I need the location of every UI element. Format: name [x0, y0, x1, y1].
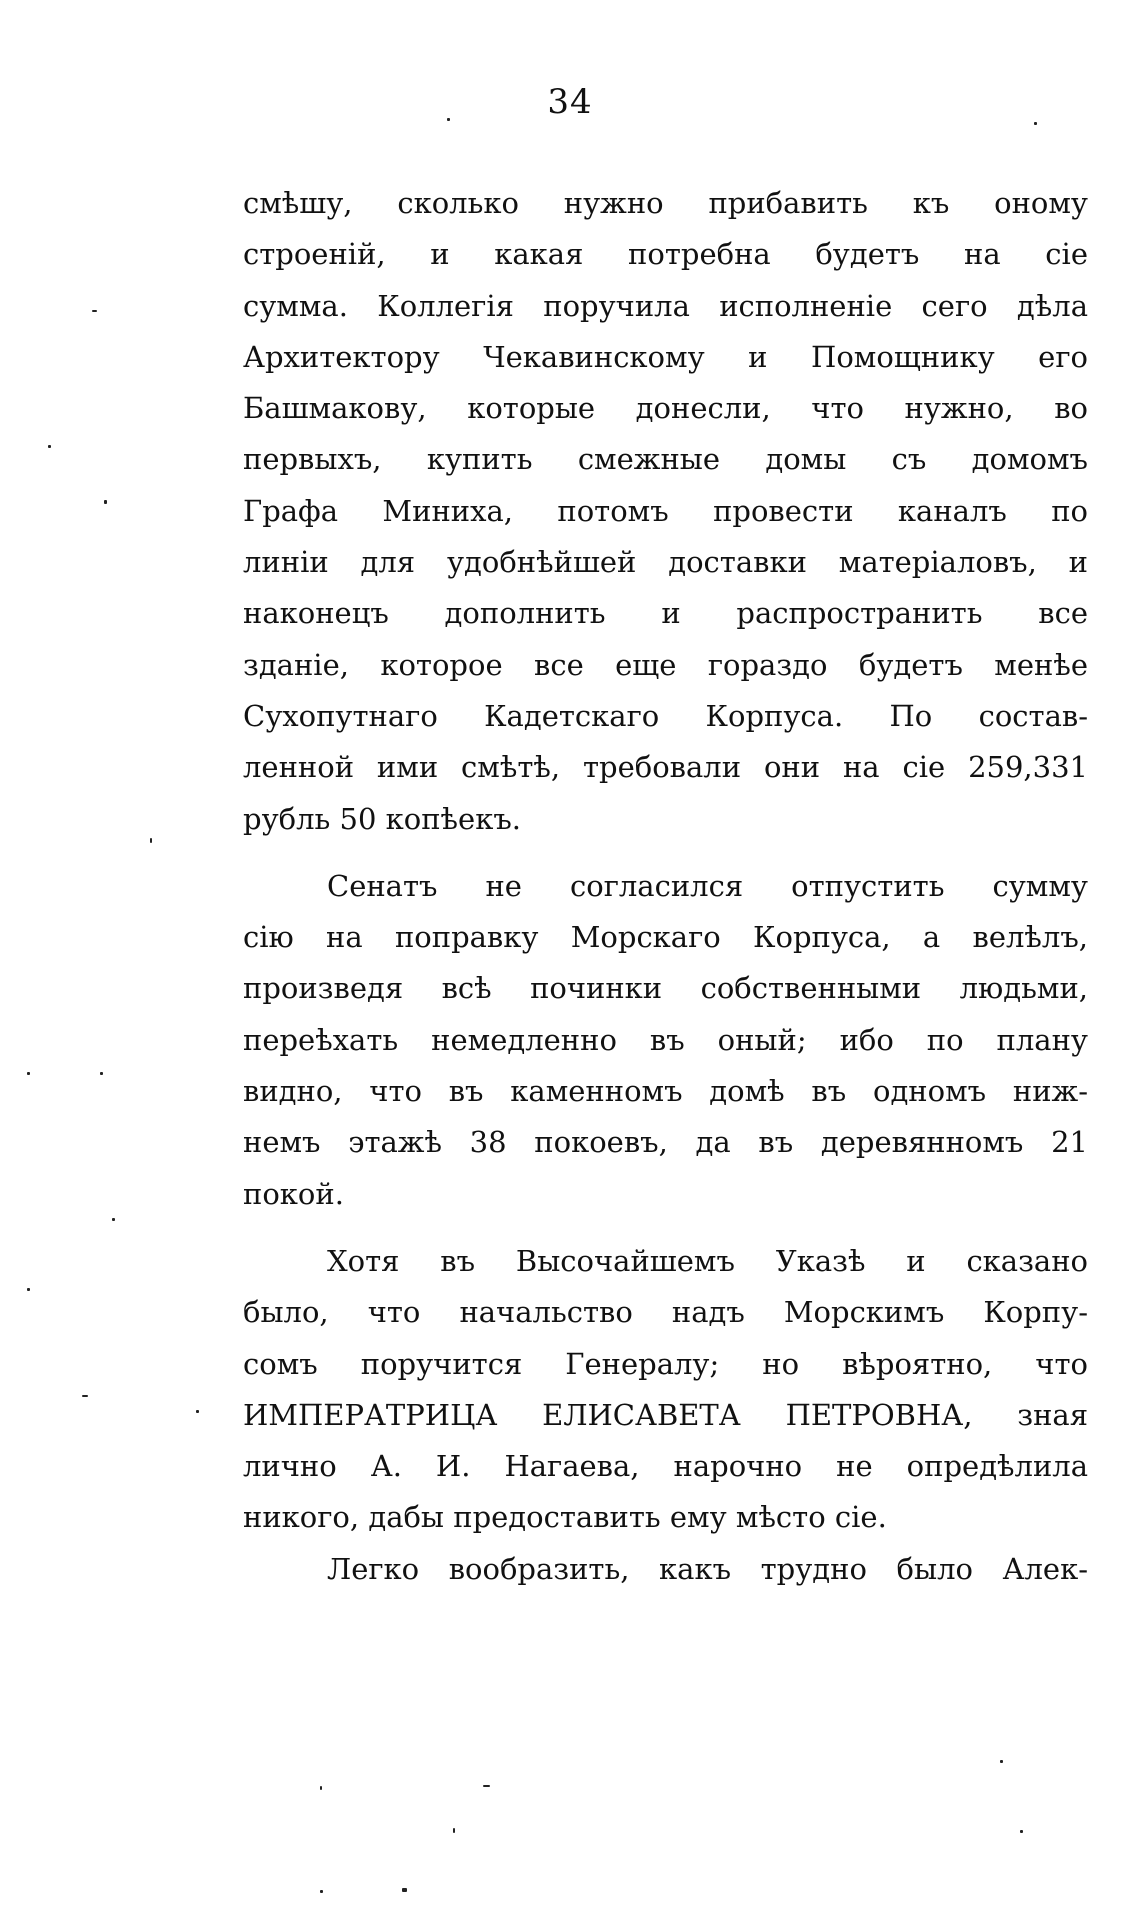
text-line: ленной ими смѣтѣ, требовали они на сіе 259,331 [243, 750, 1088, 785]
paragraph-4 [243, 1544, 1088, 1595]
scan-speck [320, 1786, 322, 1790]
scan-speck [196, 1410, 199, 1413]
body-text [243, 178, 1088, 1595]
scan-speck [112, 1218, 115, 1221]
scan-speck [104, 500, 107, 504]
scan-speck [447, 118, 450, 121]
scan-speck [453, 1828, 455, 1833]
scan-speck [320, 1890, 323, 1893]
paragraph-2 [243, 861, 1088, 1220]
text-line: Архитектору Чекавинскому и Помощнику его [243, 339, 1088, 374]
text-line: Сенатъ не согласился отпустить сумму [327, 868, 1088, 903]
text-line: зданіе, которое все еще гораздо будетъ менѣе [243, 647, 1088, 682]
scan-speck [1034, 122, 1037, 125]
scan-speck [92, 310, 97, 312]
text-line: линіи для удобнѣйшей доставки матеріаловъ, и [243, 545, 1088, 580]
scan-speck [100, 1072, 103, 1075]
text-line: сомъ поручится Генералу; но вѣроятно, что [243, 1346, 1088, 1381]
text-line: было, что начальство надъ Морскимъ Корпу- [243, 1295, 1088, 1330]
text-line: видно, что въ каменномъ домѣ въ одномъ ниж- [243, 1074, 1088, 1109]
paragraph-3 [243, 1236, 1088, 1544]
text-line: Хотя въ Высочайшемъ Указѣ и сказано [327, 1243, 1088, 1278]
text-line: сумма. Коллегія поручила исполненіе сего дѣла [243, 288, 1088, 323]
text-line: переѣхать немедленно въ оный; ибо по плану [243, 1022, 1088, 1057]
scan-speck [483, 1785, 490, 1787]
text-line: лично А. И. Нагаева, нарочно не опредѣлила [243, 1449, 1088, 1484]
paragraph-spacer [243, 1220, 1088, 1236]
paragraph-spacer [243, 845, 1088, 861]
text-line: Легко вообразить, какъ трудно было Алек- [327, 1551, 1088, 1586]
text-line: наконецъ дополнить и распространить все [243, 596, 1088, 631]
scan-speck [1020, 1830, 1023, 1833]
text-line: никого, дабы предоставить ему мѣсто сіе. [243, 1500, 887, 1535]
text-line: строеній, и какая потребна будетъ на сіе [243, 237, 1088, 272]
text-line: рубль 50 копѣекъ. [243, 801, 521, 836]
text-line: первыхъ, купить смежные домы съ домомъ [243, 442, 1088, 477]
scan-speck [150, 838, 152, 843]
text-line: Сухопутнаго Кадетскаго Корпуса. По состав- [243, 698, 1088, 733]
text-line: немъ этажѣ 38 покоевъ, да въ деревянномъ 21 [243, 1125, 1088, 1160]
page-number: 34 [547, 82, 593, 122]
text-line: смѣшу, сколько нужно прибавить къ оному [243, 186, 1088, 220]
text-line: Башмакову, которые донесли, что нужно, во [243, 391, 1088, 426]
scan-speck [82, 1395, 88, 1397]
text-line: сію на поправку Морскаго Корпуса, а велѣлъ, [243, 920, 1088, 955]
scan-speck [27, 1288, 30, 1291]
text-line: произведя всѣ починки собственными людьми, [243, 971, 1088, 1006]
paragraph-1 [243, 178, 1088, 845]
text-line: ИМПЕРАТРИЦА ЕЛИСАВЕТА ПЕТРОВНА, зная [243, 1397, 1088, 1432]
text-line: Графа Миниха, потомъ провести каналъ по [243, 493, 1088, 528]
scan-speck [27, 1072, 30, 1075]
text-line: покой. [243, 1176, 344, 1211]
scan-speck [48, 445, 51, 448]
scan-speck [1000, 1760, 1003, 1763]
scan-speck [402, 1888, 407, 1892]
